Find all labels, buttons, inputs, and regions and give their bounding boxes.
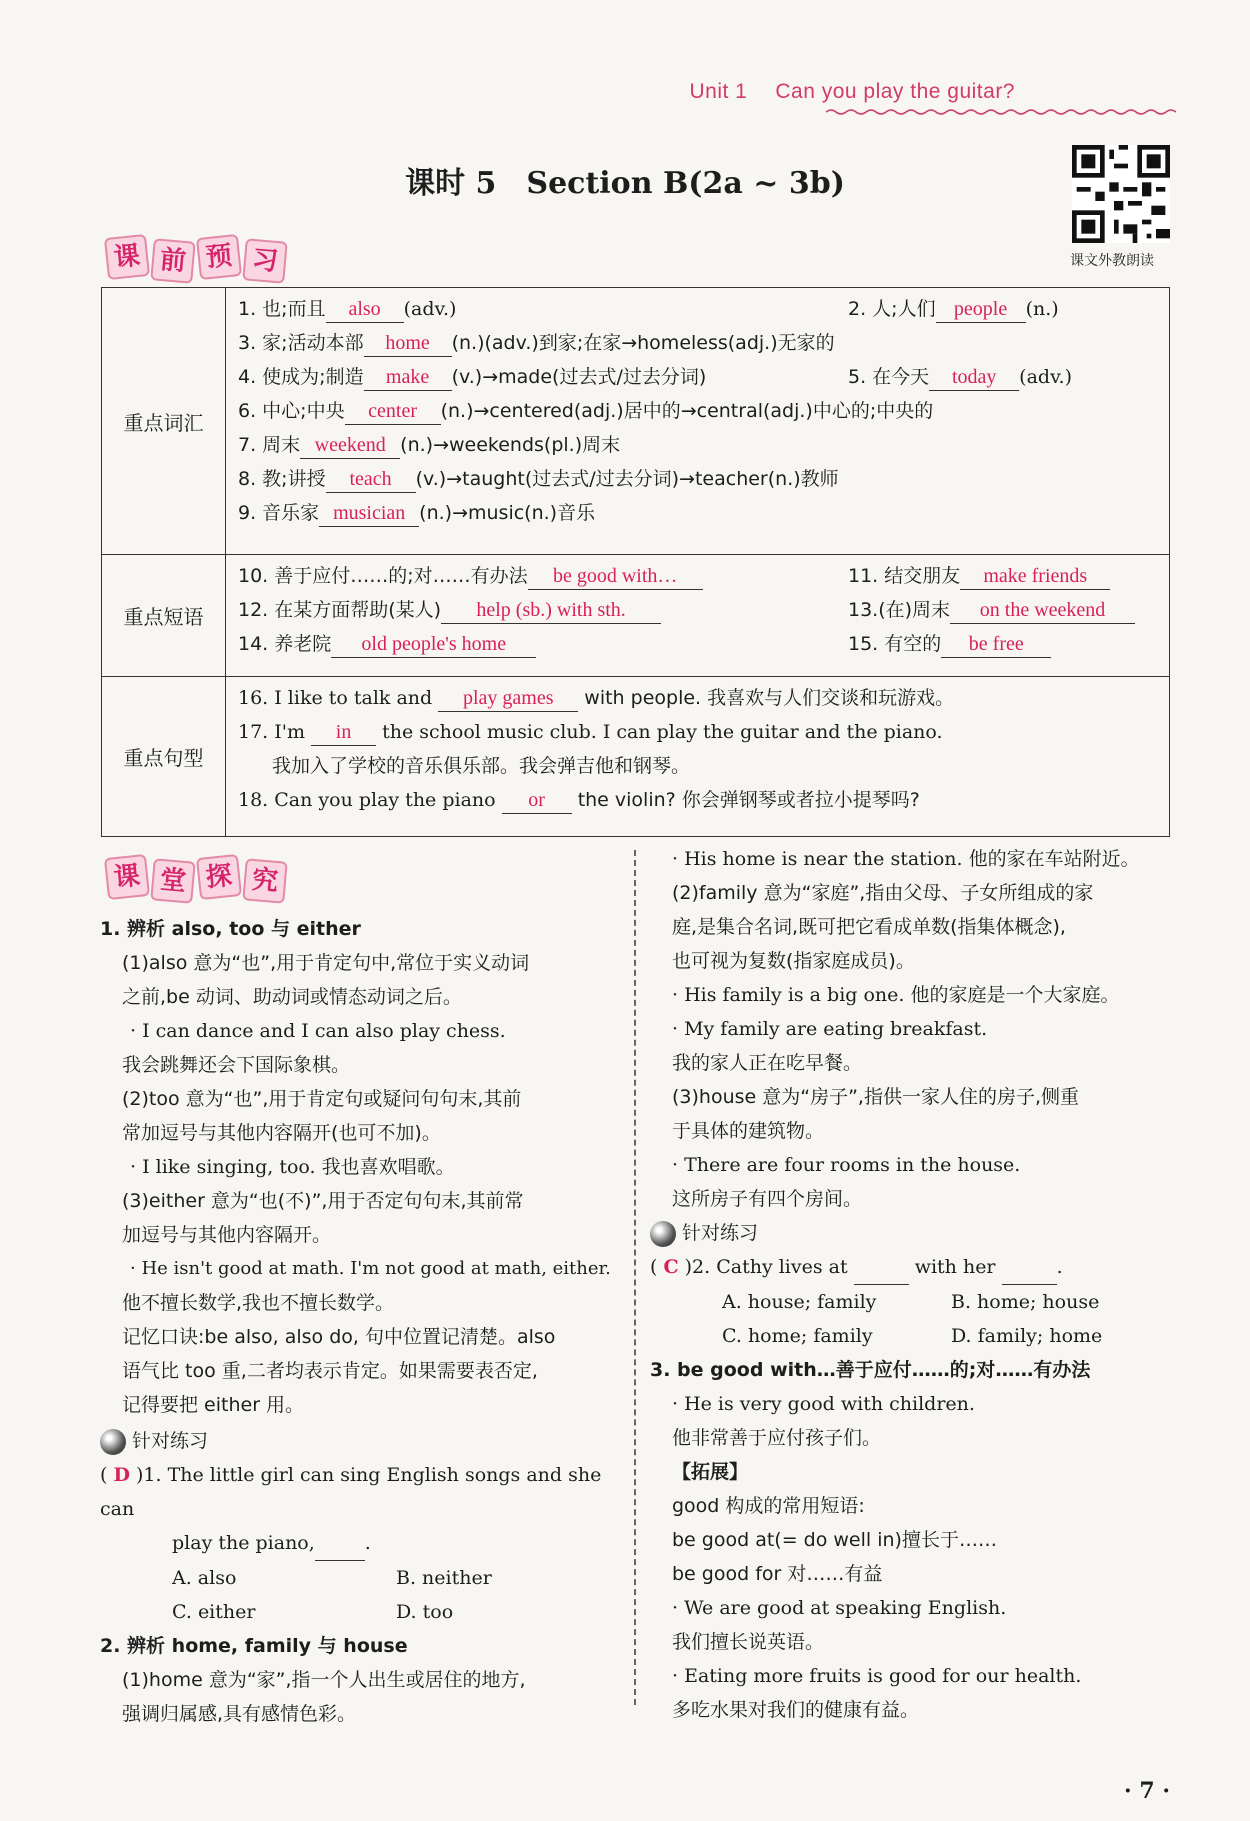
left-column: 1. 辨析 also, too 与 either (1)also 意为“也”,用于肯定句中,常位于实义动词 之前,be 动词、助动词或情态动词之后。 · I can dance and I can also play chess. 我会跳舞还会下国际象棋。 (2)too 意为“也”,用于肯定句或疑问句句末,其前 常加逗号与其他内容隔开(也可不加)。 · I like singing, too. 我也喜欢唱歌。 (3)either 意为“也(不)”,用于否定句句末,其前常 加逗号与其他内容隔开。 · He isn't good at math. I'm not good at math, either. 他不擅长数学,我也不擅长数学。 记忆口诀:be also, also do, 句中位置记清楚。also 语气比 too 重,二者均表示肯定。如果需要表否定, 记得要把 either 用。 针对练习 ( D )1. The little girl can sing English songs and she can play the piano, . A. also B. neither C. either D. too 2. 辨析 home, family 与 house (1)home 意为“家”,指一个人出生或居住的地方, 强调归属感,具有感情色彩。 (100, 912, 620, 1731)
question-2-options (650, 1319, 1180, 1353)
vocab-row: 1. 也;而且 also (adv.) 2. 人;人们 people (n.) (238, 292, 1169, 326)
preview-table (101, 287, 1170, 837)
sentence-row: 16. I like to talk and play games with people. 我喜欢与人们交谈和玩游戏。 (238, 681, 1169, 715)
extension-heading: 【拓展】 (672, 1461, 749, 1483)
vocab-row: 6. 中心;中央 center (n.)→centered(adj.)居中的→central(adj.)中心的;中央的 (238, 394, 1169, 428)
practice-heading: 针对练习 (100, 1424, 620, 1458)
practice-heading: 针对练习 (650, 1216, 1180, 1250)
badge-char: 习 (242, 238, 288, 284)
practice-icon (100, 1429, 126, 1455)
answer-blank: old people's home (331, 631, 536, 658)
vocab-cell (226, 288, 1170, 555)
question-blank (854, 1250, 909, 1285)
sentence-label: 重点句型 (102, 677, 226, 837)
question-2-answer: C (663, 1256, 679, 1278)
vocab-row: 3. 家;活动本部 home (n.)(adv.)到家;在家→homeless(adj.)无家的 (238, 326, 1169, 360)
header-wave-decoration (826, 108, 1176, 116)
answer-blank: today (929, 364, 1019, 391)
badge-char: 课 (104, 234, 150, 280)
option[interactable]: D. family; home (951, 1325, 1103, 1347)
answer-blank: on the weekend (950, 597, 1135, 624)
badge-char: 课 (104, 854, 150, 900)
answer-blank: home (364, 330, 452, 357)
sentence-row: 18. Can you play the piano or the violin? 你会弹钢琴或者拉小提琴吗? (238, 783, 1169, 817)
answer-blank: center (345, 398, 441, 425)
phrase-row: 10. 善于应付……的;对……有办法 be good with… 11. 结交朋友 make friends (238, 559, 1169, 593)
badge-char: 堂 (150, 858, 196, 904)
option[interactable]: D. too (396, 1601, 454, 1623)
vocab-row: 8. 教;讲授 teach (v.)→taught(过去式/过去分词)→teacher(n.)教师 (238, 462, 1169, 496)
option[interactable]: A. house; family (722, 1291, 877, 1313)
phrase-cell (226, 555, 1170, 677)
answer-blank: make friends (960, 563, 1110, 590)
page-number: · 7 · (1124, 1778, 1170, 1804)
example-sentence: · Eating more fruits is good for our health. (672, 1665, 1082, 1687)
answer-blank: make (364, 364, 452, 391)
answer-blank: be free (941, 631, 1051, 658)
phrase-row: 12. 在某方面帮助(某人) help (sb.) with sth. 13.(在)周末 on the weekend (238, 593, 1169, 627)
answer-blank: also (326, 296, 404, 323)
example-sentence: · There are four rooms in the house. (672, 1154, 1021, 1176)
question-blank (315, 1526, 365, 1561)
option[interactable]: B. neither (396, 1567, 492, 1589)
question-2-options (650, 1285, 1180, 1319)
column-divider (634, 850, 636, 1705)
vocab-label: 重点词汇 (102, 288, 226, 555)
question-2: ( C )2. Cathy lives at with her . (650, 1250, 1180, 1285)
unit-title: Can you play the guitar? (775, 80, 1015, 103)
question-1-options (100, 1561, 620, 1595)
answer-blank: people (936, 296, 1026, 323)
unit-label: Unit 1 (689, 80, 748, 103)
option[interactable]: C. either (172, 1601, 256, 1623)
phrase-row: 14. 养老院 old people's home 15. 有空的 be free (238, 627, 1169, 661)
badge-char: 预 (196, 234, 242, 280)
question-1-options (100, 1595, 620, 1629)
answer-blank: play games (438, 685, 578, 712)
qr-code-icon[interactable] (1072, 145, 1170, 243)
vocab-item-5: 5. 在今天 today (adv.) (848, 360, 1072, 394)
question-1-answer: D (113, 1464, 130, 1486)
option[interactable]: A. also (172, 1567, 237, 1589)
vocab-row: 4. 使成为;制造 make (v.)→made(过去式/过去分词) 5. 在今天 today (adv.) (238, 360, 1169, 394)
unit-header (689, 80, 1015, 104)
example-sentence: · He isn't good at math. I'm not good at math, either. (130, 1258, 611, 1279)
option[interactable]: B. home; house (951, 1291, 1100, 1313)
example-sentence: · His family is a big one. 他的家庭是一个大家庭。 (672, 984, 1120, 1006)
section-heading: 1. 辨析 also, too 与 either (100, 918, 361, 940)
phrase-item-11: 11. 结交朋友 make friends (848, 559, 1110, 593)
preview-badge (106, 236, 286, 280)
answer-blank: musician (319, 500, 419, 527)
example-sentence: · I like singing, too. 我也喜欢唱歌。 (130, 1156, 455, 1178)
example-sentence: · He is very good with children. (672, 1393, 975, 1415)
answer-blank: or (502, 787, 572, 814)
badge-char: 探 (196, 854, 242, 900)
section-heading: 2. 辨析 home, family 与 house (100, 1635, 408, 1657)
answer-blank: weekend (300, 432, 400, 459)
vocab-row: 9. 音乐家 musician (n.)→music(n.)音乐 (238, 496, 1169, 530)
example-sentence: · My family are eating breakfast. (672, 1018, 988, 1040)
badge-char: 究 (242, 858, 288, 904)
practice-icon (650, 1221, 676, 1247)
answer-blank: in (311, 719, 376, 746)
example-sentence: · His home is near the station. 他的家在车站附近。 (672, 848, 1140, 870)
vocab-row: 7. 周末 weekend (n.)→weekends(pl.)周末 (238, 428, 1169, 462)
phrase-item-15: 15. 有空的 be free (848, 627, 1051, 661)
section-heading: 3. be good with…善于应付……的;对……有办法 (650, 1359, 1091, 1381)
phrase-item-13: 13.(在)周末 on the weekend (848, 593, 1135, 627)
option[interactable]: C. home; family (722, 1325, 873, 1347)
sentence-row: 17. I'm in the school music club. I can play the guitar and the piano. (238, 715, 1169, 749)
example-sentence: · I can dance and I can also play chess. (130, 1020, 506, 1042)
right-column: · His home is near the station. 他的家在车站附近。 (2)family 意为“家庭”,指由父母、子女所组成的家 庭,是集合名词,既可把它看成单数(指集体概念), 也可视为复数(指家庭成员)。 · His family is a big one. 他的家庭是一个大家庭。 · My family are eating breakfast. 我的家人正在吃早餐。 (3)house 意为“房子”,指供一家人住的房子,侧重 于具体的建筑物。 · There are four rooms in the house. 这所房子有四个房间。 针对练习 ( C )2. Cathy lives at with her . A. house; family B. home; house C. home; family D. family; home 3. be good with…善于应付……的;对……有办法 · He is very good with children. 他非常善于应付孩子们。 【拓展】 good 构成的常用短语: be good at(= do well in)擅长于…… be good for 对……有益 · We are good at speaking English. 我们擅长说英语。 · Eating more fruits is good for our health. 多吃水果对我们的健康有益。 (650, 842, 1180, 1727)
answer-blank: be good with… (528, 563, 703, 590)
sentence-cell (226, 677, 1170, 837)
example-sentence: · We are good at speaking English. (672, 1597, 1007, 1619)
page-title: 课时 5 Section B(2a ~ 3b) (405, 166, 845, 201)
qr-caption: 课文外教朗读 (1070, 253, 1154, 269)
question-blank (1002, 1250, 1057, 1285)
answer-blank: teach (326, 466, 416, 493)
answer-blank: help (sb.) with sth. (441, 597, 661, 624)
badge-char: 前 (150, 238, 196, 284)
phrase-label: 重点短语 (102, 555, 226, 677)
explore-badge (106, 856, 286, 900)
sentence-row: 我加入了学校的音乐俱乐部。我会弹吉他和钢琴。 (272, 755, 691, 777)
vocab-item-2: 2. 人;人们 people (n.) (848, 292, 1059, 326)
question-1: ( D )1. The little girl can sing English songs and she can (100, 1464, 602, 1520)
